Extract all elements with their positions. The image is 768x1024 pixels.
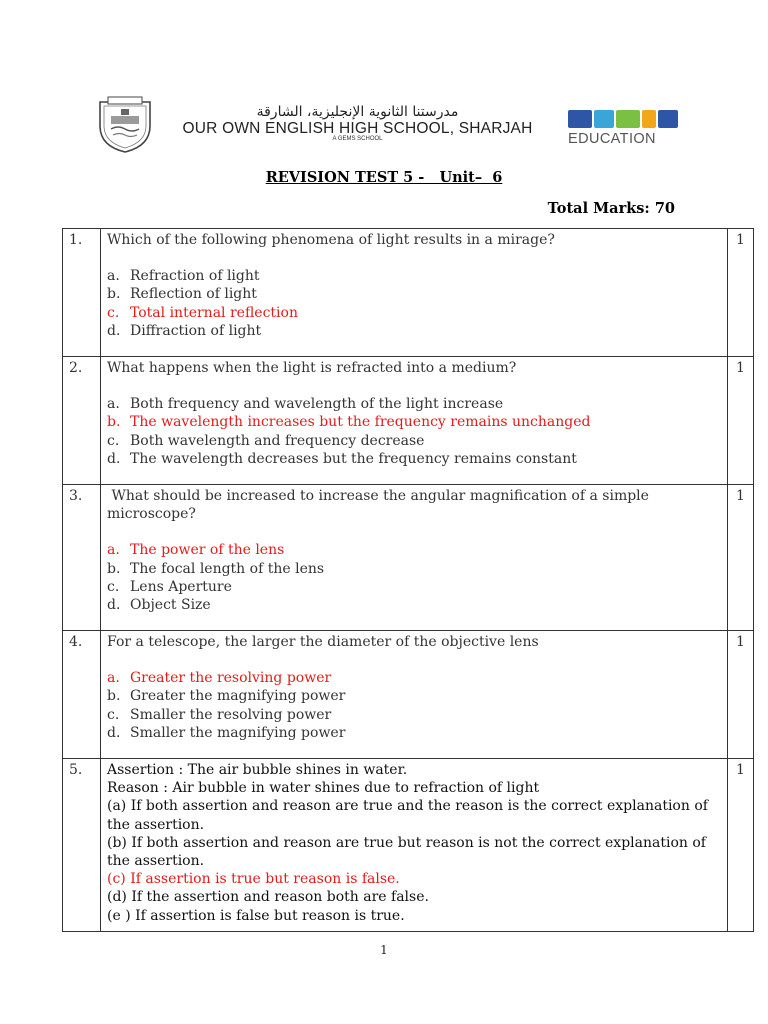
question-row xyxy=(63,631,754,759)
option-a: a. Refraction of light xyxy=(107,268,260,285)
option-d: d. Diffraction of light xyxy=(107,322,262,339)
option-c-correct: c. Total internal reflection xyxy=(107,304,298,321)
assertion-line: Assertion : The air bubble shines in water. xyxy=(107,762,408,778)
question-marks: 1 xyxy=(728,631,754,759)
test-title: REVISION TEST 5 - Unit– 6 xyxy=(265,169,503,186)
question-number: 3. xyxy=(63,485,101,631)
question-text: Which of the following phenomena of light results in a mirage? xyxy=(107,232,555,248)
option-c: c. Both wavelength and frequency decrease xyxy=(107,432,425,449)
option-a: a. Both frequency and wavelength of the light increase xyxy=(107,396,504,413)
question-number: 5. xyxy=(63,759,101,932)
question-body xyxy=(101,357,728,485)
question-marks: 1 xyxy=(728,229,754,357)
option-b: b. The focal length of the lens xyxy=(107,560,325,577)
option-d: d. The wavelength decreases but the frequency remains constant xyxy=(107,450,577,467)
question-text: What happens when the light is refracted into a medium? xyxy=(107,360,517,376)
total-marks: Total Marks: 70 xyxy=(547,200,675,217)
gems-education-label: EDUCATION xyxy=(568,131,656,147)
choice-d: (d) If the assertion and reason both are false. xyxy=(107,889,429,906)
option-c: c. Lens Aperture xyxy=(107,578,232,595)
school-name-arabic: مدرستنا الثانوية الإنجليزية، الشارقة xyxy=(256,104,459,120)
question-row xyxy=(63,357,754,485)
question-number: 4. xyxy=(63,631,101,759)
question-marks: 1 xyxy=(728,357,754,485)
gems-logo xyxy=(568,110,678,147)
school-tagline: A GEMS SCHOOL xyxy=(332,136,383,142)
question-body xyxy=(101,229,728,357)
question-marks: 1 xyxy=(728,759,754,932)
question-body xyxy=(101,485,728,631)
question-body xyxy=(101,759,728,932)
option-b-correct: b. The wavelength increases but the frequency remains unchanged xyxy=(107,414,591,431)
option-b: b. Reflection of light xyxy=(107,286,257,303)
reason-line: Reason : Air bubble in water shines due to refraction of light xyxy=(107,780,540,797)
question-row xyxy=(63,229,754,357)
option-c: c. Smaller the resolving power xyxy=(107,706,332,723)
choice-e: (e ) If assertion is false but reason is true. xyxy=(107,907,405,924)
question-row xyxy=(63,485,754,631)
page-number: 1 xyxy=(380,943,388,957)
choice-b: (b) If both assertion and reason are true but reason is not the correct explanation of the assertion. xyxy=(107,834,706,870)
choice-a: (a) If both assertion and reason are true and the reason is the correct explanation of the assertion. xyxy=(107,798,708,833)
question-number: 2. xyxy=(63,357,101,485)
question-text: What should be increased to increase the angular magnification of a simple microscope? xyxy=(107,488,654,523)
question-text: For a telescope, the larger the diameter of the objective lens xyxy=(107,634,539,650)
questions-table xyxy=(62,228,754,932)
question-number: 1. xyxy=(63,229,101,357)
option-d: d. Object Size xyxy=(107,597,211,614)
choice-c-correct: (c) If assertion is true but reason is false. xyxy=(107,871,400,888)
gems-wordmark-icon xyxy=(568,110,678,128)
question-marks: 1 xyxy=(728,485,754,631)
option-a-correct: a. Greater the resolving power xyxy=(107,670,332,687)
school-crest-icon xyxy=(94,96,156,154)
page-header xyxy=(0,0,768,160)
question-row xyxy=(63,759,754,932)
school-name-english: OUR OWN ENGLISH HIGH SCHOOL, SHARJAH xyxy=(182,120,533,137)
option-d: d. Smaller the magnifying power xyxy=(107,724,346,741)
option-b: b. Greater the magnifying power xyxy=(107,688,346,705)
option-a-correct: a. The power of the lens xyxy=(107,542,285,559)
question-body xyxy=(101,631,728,759)
